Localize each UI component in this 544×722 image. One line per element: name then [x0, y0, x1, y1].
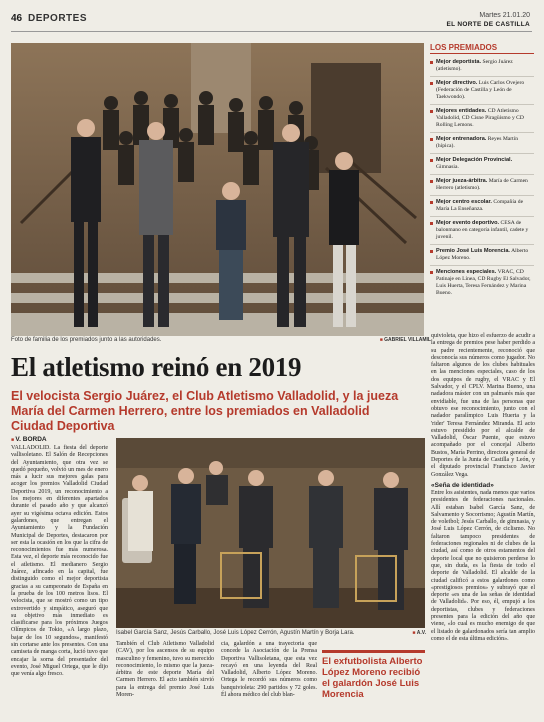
sidebar-item: Mejor Delegación Provincial. Gimnasia.: [430, 154, 534, 175]
subsection-title: «Seña de identidad»: [431, 481, 494, 489]
sidebar-item: Menciones especiales. VRAC, CD Patinaje en Línea, CD Rugby El Salvador, Luis Huerta, Teresa Fernández y Marina Bueno.: [430, 266, 534, 300]
article-column-1: [11, 436, 108, 679]
section-name: DEPORTES: [28, 13, 88, 24]
award-group-photo: [11, 43, 424, 336]
sidebar-item: Mejor directivo. Luis Carlos Ovejero (Federación de Castilla y León de Taekwondo).: [430, 77, 534, 105]
header-rule: [11, 31, 532, 32]
sidebar-item: Premio José Luis Morencia. Alberto López Moreno.: [430, 245, 534, 266]
byline: ■ V. BORDA: [11, 436, 108, 443]
top-photo-caption: Foto de familia de los premiados junto a las autoridades. ■ GABRIEL VILLAMIL: [11, 337, 431, 343]
sidebar-item: Mejor evento deportivo. CESA de balonmano en categoría infantil, cadete y juvenil.: [430, 217, 534, 245]
article-headline: El atletismo reinó en 2019: [11, 352, 302, 382]
top-photo-credit: GABRIEL VILLAMIL: [384, 337, 431, 343]
sidebar-item: Mejores entidades. CD Atletismo Valladolid, CD Cisne Piragüismo y CD Rolling Lemons.: [430, 105, 534, 133]
bottom-photo-caption-text: Isabel García Sanz, Jesús Carballo, José Luis López Cerrón, Agustín Martín y Borja Lara.: [116, 630, 355, 636]
sidebar-item: Mejor entrenadora. Reyes Martín (hípica).: [430, 133, 534, 154]
newspaper-name: EL NORTE DE CASTILLA: [446, 21, 530, 28]
group-photo-illustration: [11, 43, 424, 336]
presidents-photo-illustration: [116, 438, 425, 628]
page-number: 46: [11, 13, 23, 24]
bottom-photo-caption: Isabel García Sanz, Jesús Carballo, José Luis López Cerrón, Agustín Martín y Borja Lara. ■ A.V.: [116, 630, 426, 636]
highlight-box-text: El exfutbolista Alberto López Moreno recibió el galardón José Luis Morencia: [322, 656, 423, 700]
article-column-4: [431, 333, 535, 643]
column-4-text: quivioleta, que hizo el esfuerzo de acudir a la entrega de premios pese haber perdido a su padre recientemente, reconoció que desconocía sus números como jugador. No faltaron algunos de los clubes habituales en las menciones especiales, caso de los dos equipos de rugby, el VRAC y El Salvador, y el CPLV. Marina Bueno, una nadadora máster con un palmarés más que envidiable, fue una de las personas que obtuvo ese reconocimiento, junto con el nadador paralímpico Luis Huerta y la 'rider' Teresa Fernández Miranda. El acto estuvo presidido por el alcalde de Valladolid, Óscar Puente, que estuvo acompañado por el concejal Alberto Bustos, María Perrino, directora general de Deportes de la Junta de Castilla y León, y el diputado provincial Francisco Javier González Vega.: [431, 333, 535, 478]
federation-presidents-photo: [116, 438, 425, 628]
column-4-text-continued: Entre los asistentes, nada menos que varios presidentes de federaciones nacionales. Allí estaban Isabel García Sanz, de Salvamento y Socorrismo; Agustín Martín, de voleibol; Jesús Carballo, de gimnasia, y José Luis López Cerrón, de ciclismo. No faltaron tampoco presidentes de federaciones regionales ni de clubes de la ciudad, así como de otros estamentos del deporte local que no quisieron perderse lo que, sin duda, es la fiesta de todo el deporte de Valladolid. El alcalde de la ciudad calificó a estos galardones como «prestigiosos premios» y subrayó que el deporte «es una de las señas de identidad de Valladolid». Por eso, él, empujó a los deportistas, clubes y federaciones presentes para la edición del año que viene, «lo cual es mucho enemigo de que el listado de galardonados sería tan amplio como el de esta última edición».: [431, 489, 535, 642]
article-column-2: También el Club Atletismo Valladolid (CAV), por los ascensos de su equipo masculino y femenino, tuvo su merecido reconocimiento, lo mismo que la jueza-árbitra de este deporte María del Carmen Herrero. El acto también sirvió para la entrega del premio José Luis Moren-: [116, 641, 214, 699]
sidebar-title: LOS PREMIADOS: [430, 43, 534, 54]
sidebar-item: Mejor centro escolar. Compañía de María La Enseñanza.: [430, 196, 534, 217]
article-column-3: cia, galardón a una trayectoria que concede la Asociación de la Prensa Deportiva Vallisoletana, que esta vez recayó en una leyenda del Real Valladolid, Alberto López Moreno. Ortega le recordó sus números como banquivioleta: 290 partidos y 72 goles. Él ahora médico del club blan-: [221, 641, 317, 699]
top-photo-caption-text: Foto de familia de los premiados junto a las autoridades.: [11, 337, 162, 343]
highlight-box: [322, 650, 425, 712]
sidebar-item: Mejor jueza-árbitra. María de Carmen Herrero (atletismo).: [430, 175, 534, 196]
highlight-box-bar: [322, 650, 425, 653]
bottom-photo-credit: A.V.: [416, 630, 426, 636]
sidebar-item: Mejor deportista. Sergio Juárez (atletismo).: [430, 56, 534, 77]
article-subheadline: El velocista Sergio Juárez, el Club Atletismo Valladolid, y la jueza María del Carmen Herrero, entre los premiados en Valladolid Ciudad Deportiva: [11, 389, 399, 433]
column-1-text: VALLADOLID. La fiesta del deporte vallisoletano. El Salón de Recepciones del Ayuntamiento, que otra vez se quedó pequeño, volvió un mes de enero más a lucir sus mejores galas para acoger los premios Valladolid Ciudad Deportiva 2019, un reconocimiento a los mejores en diferentes apartados durante el pasado año y que alcanzó ayer su vigésima octava edición. Estos galardones, que entregan el Ayuntamiento y la Fundación Municipal de Deportes, destacaron por ser esta la ocasión en los que la cifra de reconocimientos fue más numerosa. Esta vez, el deporte más reconocido fue el atletismo. El medianero Sergio Juárez, afincado en la capital, fue distinguido como el mejor deportista gracias a su campeonato de España en la prueba de los 100 metros lisos. El velocista, que se mostró como un tipo extrovertido y simpático, aseguró que su objetivo más inmediato es clasificarse para los próximos Juegos Olímpicos de Tokio, «A largo plazo, bajar de los 10 segundos», manifestó sin cortarse ante los presentes. Con una camiseta de manga corta, lució tuvo que encajar la sorna del presentador del evento, José Miguel Ortega, que le dijo que venía algo fresco.: [11, 445, 108, 678]
issue-date: Martes 21.01.20: [479, 12, 530, 19]
awards-sidebar: [430, 43, 534, 333]
